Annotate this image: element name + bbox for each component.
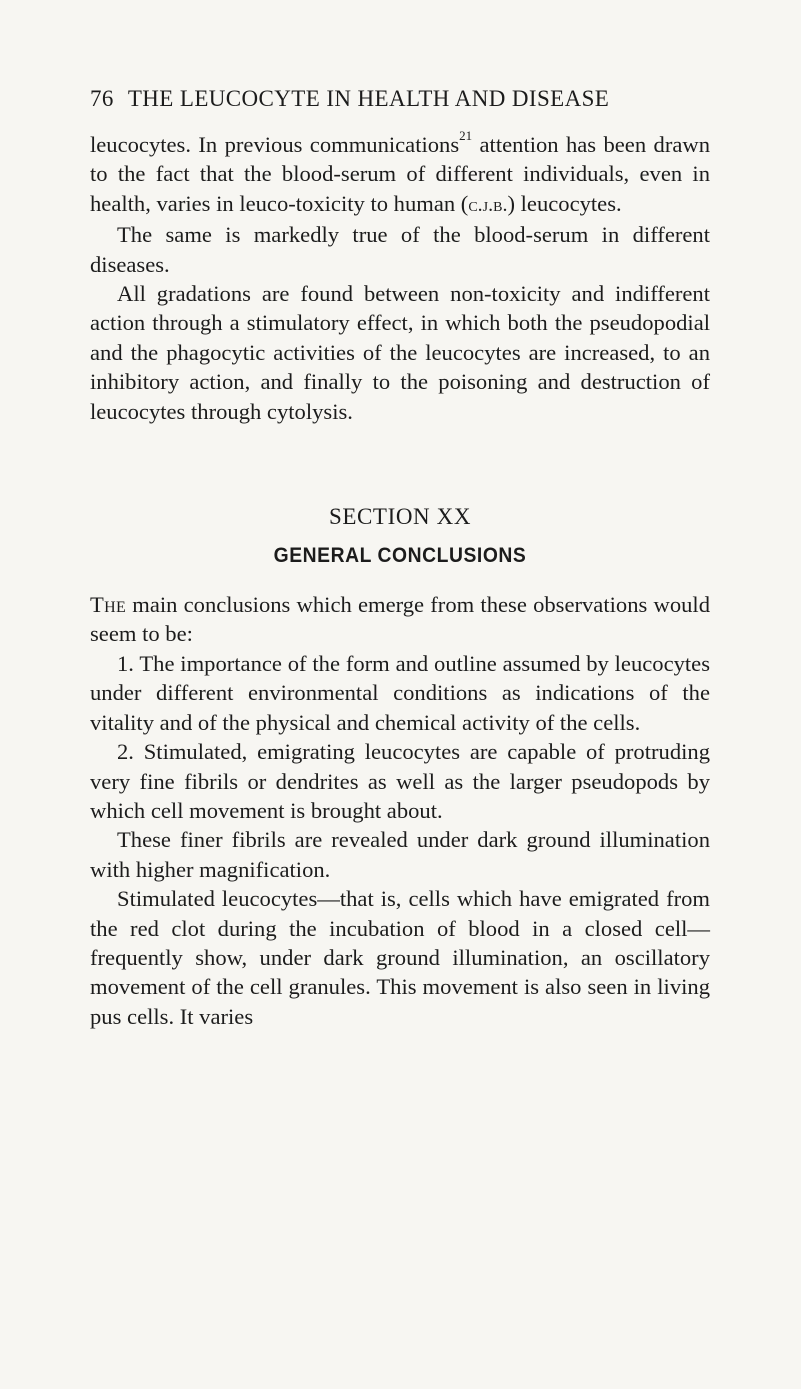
initials-smallcaps: c.j.b. [468,193,508,216]
paragraph-text: leucocytes. In previous communications [90,132,460,157]
paragraph: All gradations are found between non-toxicity and indifferent action through a stimulatory effect, in which both the pseudopodial and the phagocytic activities of the leucocytes are increased, to an inhibitory action, and finally to the poisoning and destruction of leucocytes through cytolysis. [90,281,710,424]
running-head [90,86,710,112]
book-page [90,86,710,1031]
running-title: THE LEUCOCYTE IN HEALTH AND DISEASE [127,86,610,111]
paragraph: These finer fibrils are revealed under dark ground illumination with higher magnification. [90,827,710,882]
paragraph-text: ) leucocytes. [507,190,622,216]
page-number: 76 [90,86,114,111]
section-number: SECTION XX [328,504,472,530]
paragraph [90,130,710,220]
paragraph: Stimulated leucocytes—that is, cells which have emigrated from the red clot during the incubation of blood in a closed cell—frequently show, under dark ground illumination, an oscillatory movement of the cell granules. This movement is also seen in living pus cells. It varies [90,886,710,1029]
lead-word: The [90,592,127,618]
body-text-after [90,590,710,1031]
conclusion-item: 2. Stimulated, emigrating leucocytes are capable of protruding very fine fibrils or dendrites as well as the larger pseudopods by which cell movement is brought about. [90,739,710,823]
section-title: GENERAL CONCLUSIONS [273,544,527,568]
paragraph: The same is markedly true of the blood-serum in different diseases. [90,222,710,277]
paragraph-text: attention has been drawn to the fact that the blood-serum of different individuals, even in health, varies in leuco-toxicity to human ( [90,132,710,216]
paragraph-text: main conclusions which emerge from these observations would seem to be: [90,592,710,647]
body-text-before [90,130,710,426]
footnote-reference: 21 [459,128,473,144]
paragraph [90,590,710,649]
conclusion-item: 1. The importance of the form and outline assumed by leucocytes under different environmental conditions as indications of the vitality and of the physical and chemical activity of the cells. [90,650,710,735]
